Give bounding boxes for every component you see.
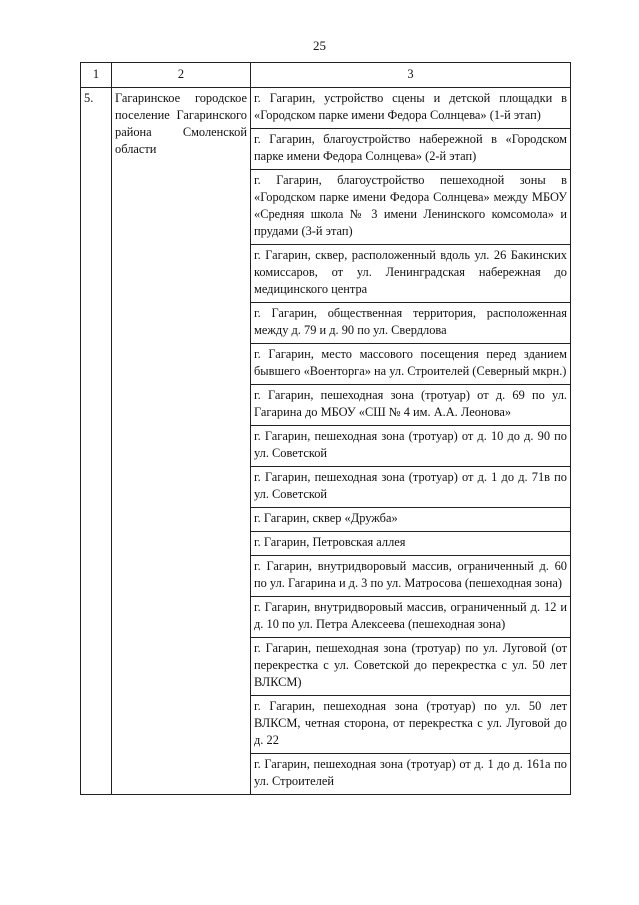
territory-item: г. Гагарин, пешеходная зона (тротуар) от д. 1 до д. 161а по ул. Строителей: [251, 754, 571, 795]
territory-item: г. Гагарин, благоустройство набережной в «Городском парке имени Федора Солнцева» (2-й этап): [251, 129, 571, 170]
territory-item: г. Гагарин, пешеходная зона (тротуар) по ул. Луговой (от перекрестка с ул. Советской до перекрестка с ул. 50 лет ВЛКСМ): [251, 638, 571, 696]
territory-item: г. Гагарин, пешеходная зона (тротуар) от д. 69 по ул. Гагарина до МБОУ «СШ № 4 им. А.А. Леонова»: [251, 385, 571, 426]
table-row: [81, 88, 571, 129]
territory-item: г. Гагарин, сквер «Дружба»: [251, 508, 571, 532]
territory-item: г. Гагарин, Петровская аллея: [251, 532, 571, 556]
page-number: 25: [313, 38, 326, 53]
territory-item: г. Гагарин, место массового посещения перед зданием бывшего «Военторга» на ул. Строителей (Северный мкрн.): [251, 344, 571, 385]
territory-item: г. Гагарин, пешеходная зона (тротуар) от д. 1 до д. 71в по ул. Советской: [251, 467, 571, 508]
column-header-3: 3: [251, 63, 571, 88]
row-number: 5.: [81, 88, 112, 795]
table-header-row: [81, 63, 571, 88]
territory-item: г. Гагарин, сквер, расположенный вдоль ул. 26 Бакинских комиссаров, от ул. Ленинградская набережная до медицинского центра: [251, 245, 571, 303]
settlement-name: Гагаринское городское поселение Гагаринского района Смоленской области: [112, 88, 251, 795]
column-header-2: 2: [112, 63, 251, 88]
column-header-1: 1: [81, 63, 112, 88]
territory-item: г. Гагарин, внутридворовый массив, ограниченный д. 60 по ул. Гагарина и д. 3 по ул. Матросова (пешеходная зона): [251, 556, 571, 597]
territory-item: г. Гагарин, пешеходная зона (тротуар) по ул. 50 лет ВЛКСМ, четная сторона, от перекрестка с ул. Луговой до д. 22: [251, 696, 571, 754]
territory-item: г. Гагарин, внутридворовый массив, ограниченный д. 12 и д. 10 по ул. Петра Алексеева (пешеходная зона): [251, 597, 571, 638]
territory-item: г. Гагарин, благоустройство пешеходной зоны в «Городском парке имени Федора Солнцева» между МБОУ «Средняя школа № 3 имени Ленинского комсомола» и прудами (3-й этап): [251, 170, 571, 245]
document-table: [80, 62, 571, 795]
territory-item: г. Гагарин, пешеходная зона (тротуар) от д. 10 до д. 90 по ул. Советской: [251, 426, 571, 467]
territory-item: г. Гагарин, общественная территория, расположенная между д. 79 и д. 90 по ул. Свердлова: [251, 303, 571, 344]
territory-item: г. Гагарин, устройство сцены и детской площадки в «Городском парке имени Федора Солнцева» (1-й этап): [251, 88, 571, 129]
